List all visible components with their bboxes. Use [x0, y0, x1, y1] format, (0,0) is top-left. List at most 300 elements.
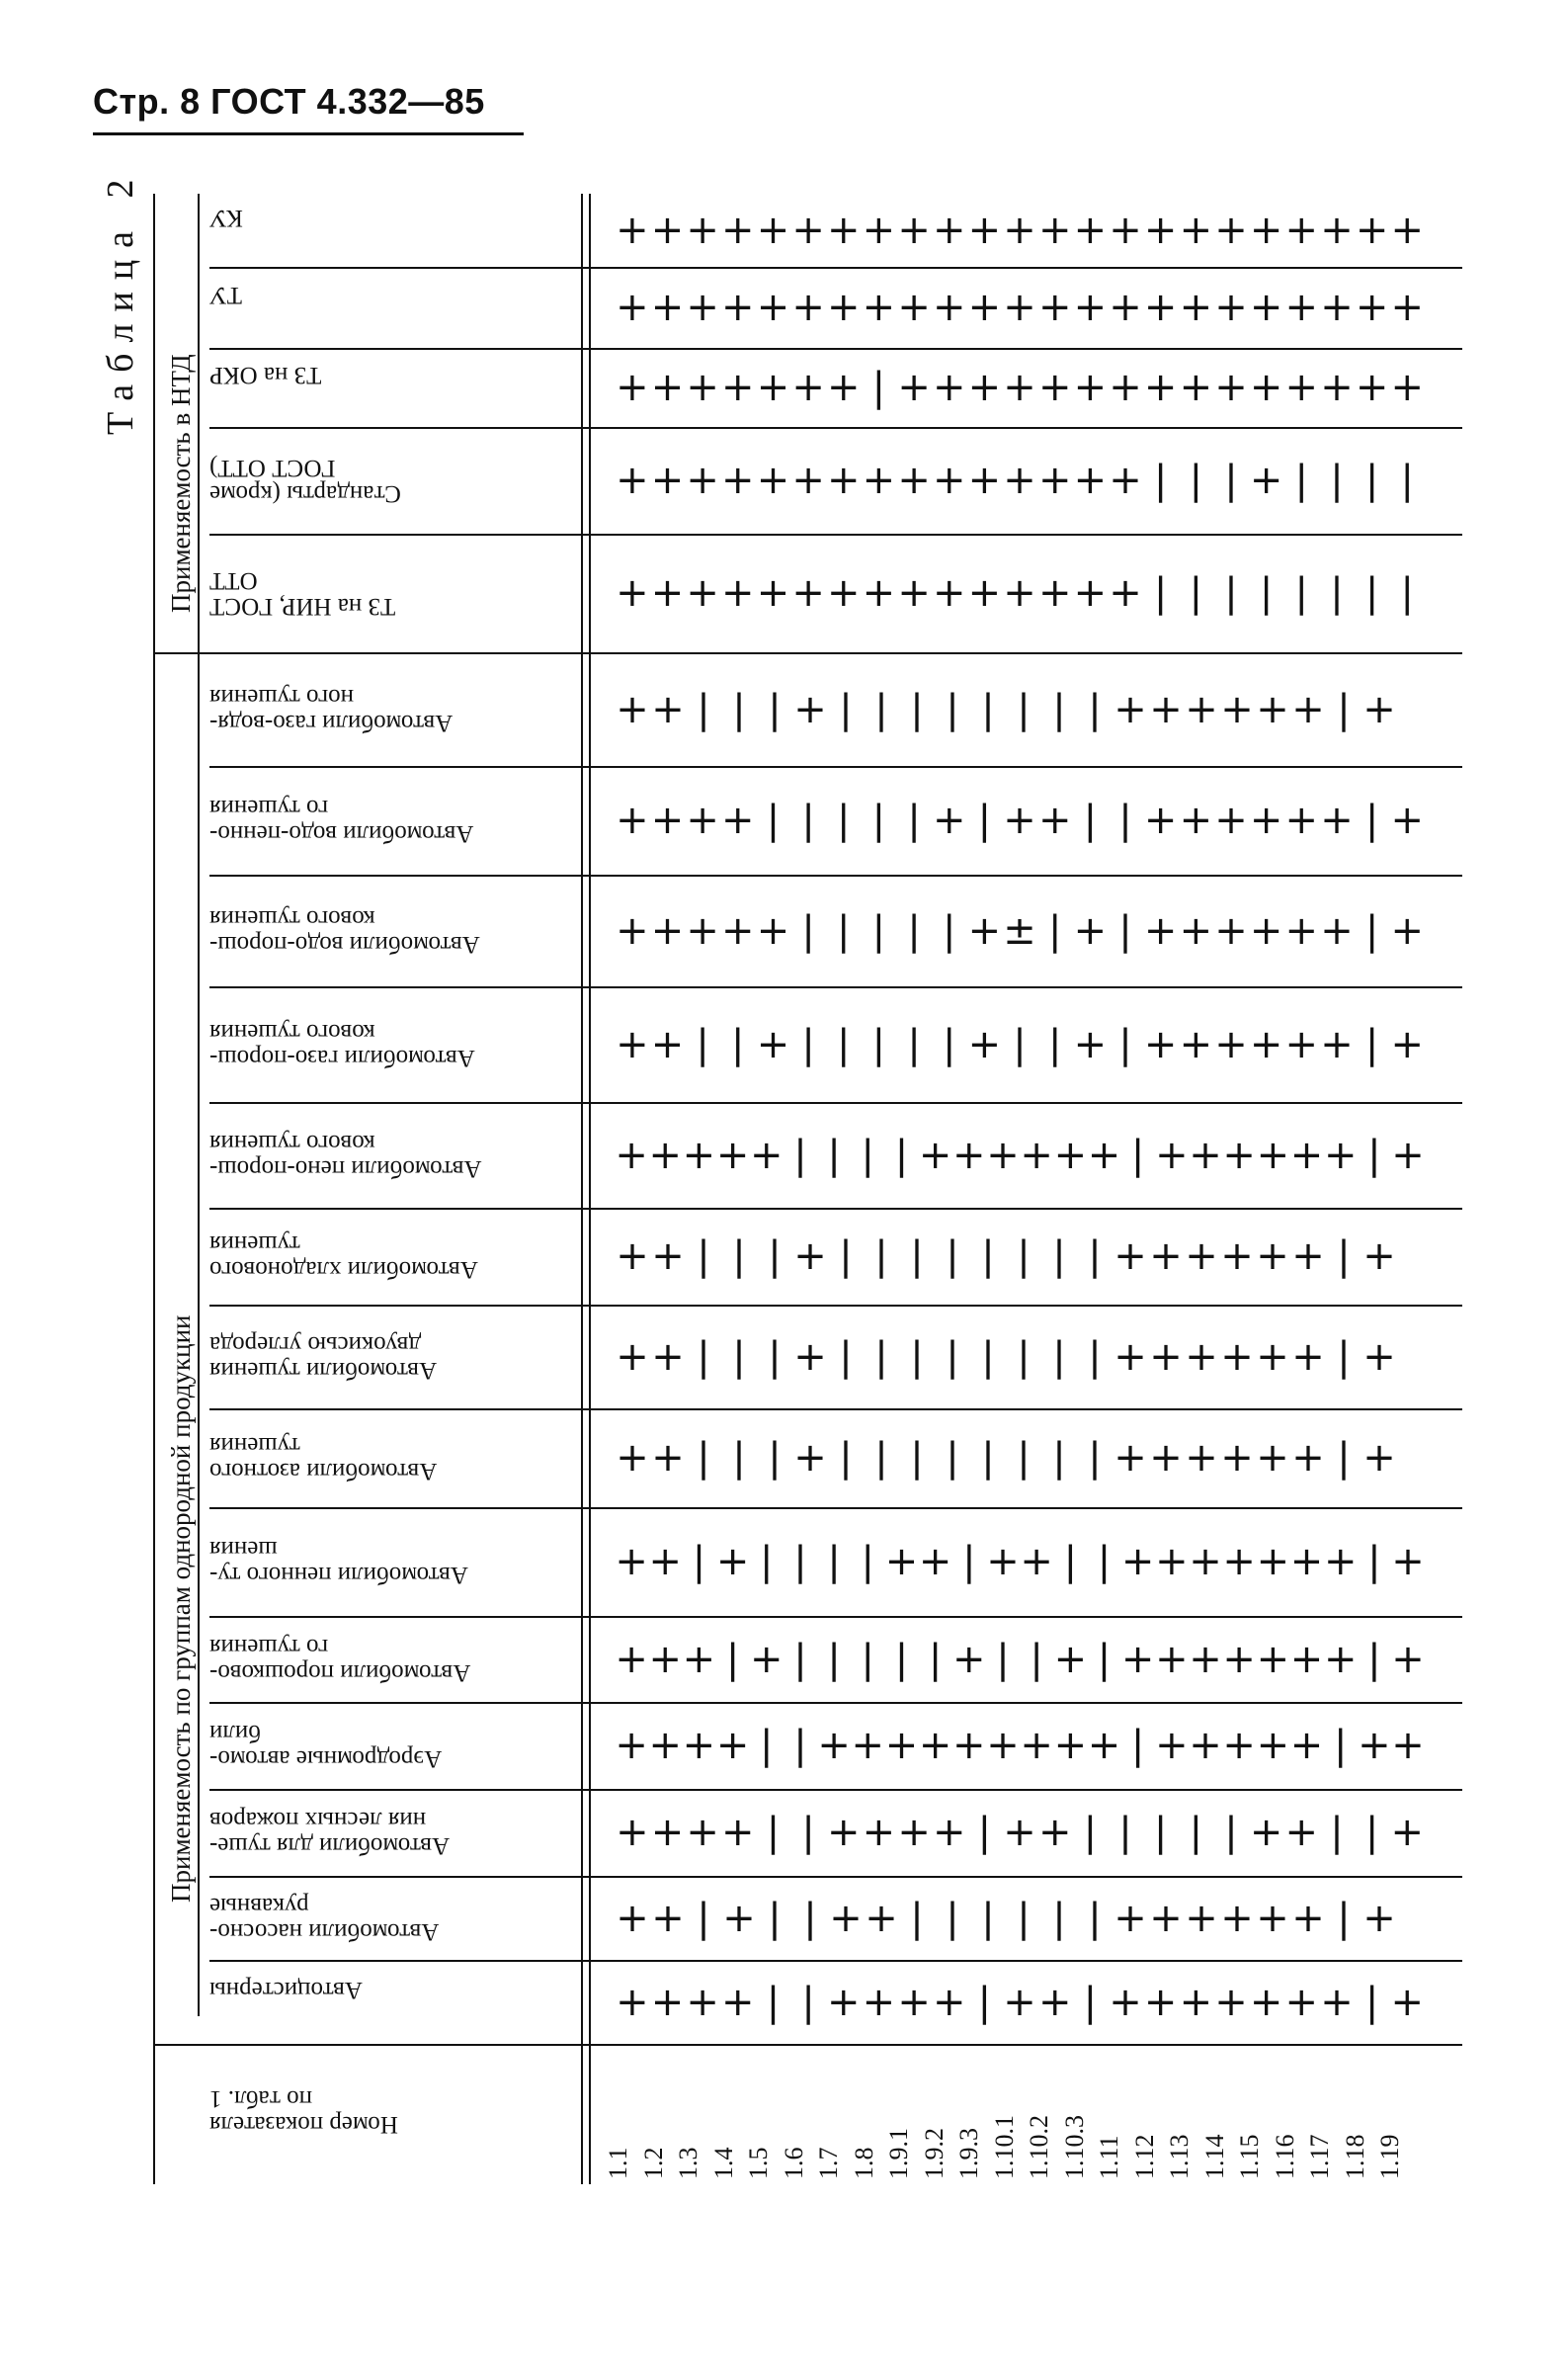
- plus-mark: +: [897, 1810, 931, 1855]
- plus-mark: +: [932, 458, 966, 503]
- plus-mark: +: [1220, 1435, 1254, 1481]
- plus-mark: +: [1109, 458, 1142, 503]
- dash-mark: |: [1030, 1636, 1043, 1682]
- indicator-number: 1.3: [674, 2147, 702, 2179]
- dash-mark: |: [697, 1333, 710, 1380]
- plus-mark: +: [616, 1979, 649, 2025]
- plus-mark: +: [1289, 1723, 1324, 1768]
- plus-mark: +: [1003, 208, 1036, 253]
- plus-mark: +: [1189, 1723, 1222, 1768]
- plus-mark: +: [721, 798, 755, 843]
- dash-mark: |: [1118, 907, 1132, 954]
- dash-mark: |: [1364, 907, 1379, 954]
- plus-mark: +: [1284, 365, 1319, 410]
- table-row-rule: [209, 1876, 1462, 1878]
- plus-mark: +: [616, 208, 649, 253]
- table-row-rule: [209, 1960, 1462, 1962]
- row-marks: [615, 1636, 1425, 1682]
- dash-mark: |: [801, 798, 815, 843]
- table-row-rule: [209, 427, 1462, 429]
- dash-mark: |: [907, 1021, 921, 1067]
- plus-mark: +: [651, 686, 685, 732]
- plus-mark: +: [1214, 285, 1248, 330]
- dash-mark: |: [1088, 1233, 1102, 1279]
- plus-mark: +: [1220, 686, 1254, 732]
- indicator-number: 1.8: [849, 2147, 878, 2179]
- plus-mark: +: [651, 1895, 685, 1941]
- dash-mark: |: [1364, 1021, 1379, 1067]
- dash-mark: |: [827, 1132, 841, 1178]
- dash-mark: |: [793, 1132, 807, 1178]
- dash-mark: |: [1224, 570, 1238, 616]
- dash-mark: |: [910, 1233, 924, 1279]
- plus-mark: +: [1149, 1333, 1183, 1380]
- plus-mark: +: [1320, 208, 1354, 253]
- plus-mark: +: [952, 1723, 986, 1768]
- dash-mark: |: [839, 1435, 853, 1481]
- plus-mark: +: [1284, 285, 1319, 330]
- plus-mark: +: [1391, 1636, 1425, 1682]
- row-label: Автомобили азотного тушения: [209, 1432, 438, 1484]
- row-marks: [615, 1979, 1425, 2025]
- plus-mark: +: [1087, 1723, 1121, 1768]
- table-vertical-rule: [581, 194, 583, 2184]
- plus-mark: +: [1390, 907, 1425, 954]
- plus-mark: +: [1003, 1979, 1036, 2025]
- plus-mark: +: [1003, 365, 1036, 410]
- dash-mark: |: [1063, 1539, 1078, 1584]
- dash-mark: |: [1118, 1810, 1132, 1855]
- plus-mark: +: [827, 285, 861, 330]
- row-marks: [615, 1233, 1425, 1279]
- row-marks: [615, 1021, 1425, 1067]
- plus-mark: +: [651, 1333, 685, 1380]
- dash-mark: |: [942, 907, 956, 954]
- dash-mark: |: [946, 1233, 959, 1279]
- plus-mark: +: [1284, 1810, 1319, 1855]
- row-marks: [615, 798, 1425, 843]
- row-marks: [615, 1435, 1425, 1481]
- plus-mark: +: [1222, 1132, 1256, 1178]
- plus-mark: +: [616, 1333, 649, 1380]
- plus-mark: +: [884, 1539, 919, 1584]
- plus-mark: +: [1143, 798, 1178, 843]
- plus-mark: +: [1037, 1979, 1072, 2025]
- row-marks: [615, 1723, 1425, 1768]
- plus-mark: +: [615, 1132, 648, 1178]
- plus-mark: +: [1390, 798, 1425, 843]
- plus-mark: +: [756, 285, 790, 330]
- plus-mark: +: [791, 285, 825, 330]
- dash-mark: |: [766, 1979, 781, 2025]
- dash-mark: |: [946, 1895, 959, 1941]
- dash-mark: |: [837, 907, 851, 954]
- dash-mark: |: [1083, 798, 1098, 843]
- indicator-number: 1.14: [1199, 2134, 1229, 2179]
- dash-mark: |: [1400, 570, 1414, 616]
- plus-mark: +: [967, 907, 1002, 954]
- plus-mark: +: [1214, 907, 1248, 954]
- plus-mark: +: [651, 1233, 685, 1279]
- plus-mark: +: [648, 1539, 683, 1584]
- dash-mark: |: [1259, 570, 1274, 616]
- plus-mark: +: [1143, 1979, 1178, 2025]
- plus-mark: +: [1323, 1636, 1358, 1682]
- dash-mark: |: [871, 798, 886, 843]
- plus-mark: +: [1149, 1233, 1183, 1279]
- plus-mark: +: [1289, 1539, 1324, 1584]
- row-marks: [615, 1132, 1425, 1178]
- plus-mark: +: [1114, 1233, 1147, 1279]
- dash-mark: |: [894, 1636, 909, 1682]
- plus-mark: +: [721, 208, 755, 253]
- dash-mark: |: [1330, 1810, 1344, 1855]
- plus-mark: +: [897, 285, 931, 330]
- plus-mark: +: [650, 365, 685, 410]
- dash-mark: |: [1337, 1333, 1351, 1380]
- indicator-number: 1.1: [604, 2147, 632, 2179]
- plus-mark: +: [827, 1810, 861, 1855]
- row-marks: [615, 365, 1425, 410]
- plus-mark: +: [1291, 1233, 1325, 1279]
- plus-mark: +: [1073, 458, 1108, 503]
- plus-mark: +: [650, 208, 685, 253]
- plus-mark: +: [1289, 1132, 1324, 1178]
- plus-mark: +: [1109, 570, 1142, 616]
- plus-mark: +: [1249, 208, 1283, 253]
- indicator-number: 1.10.2: [1025, 2115, 1053, 2179]
- dash-mark: |: [801, 1810, 815, 1855]
- table-row-rule: [209, 766, 1462, 768]
- plus-mark: +: [1362, 1333, 1396, 1380]
- plus-mark: +: [851, 1723, 885, 1768]
- plus-mark: +: [1220, 1895, 1254, 1941]
- plus-mark: +: [721, 458, 755, 503]
- plus-mark: +: [1185, 1435, 1218, 1481]
- plus-mark: +: [1179, 1979, 1213, 2025]
- plus-mark: +: [1053, 1132, 1088, 1178]
- plus-mark: +: [1214, 1979, 1248, 2025]
- indicator-number: 1.15: [1235, 2134, 1264, 2179]
- plus-mark: +: [648, 1636, 683, 1682]
- plus-mark: +: [1214, 365, 1248, 410]
- plus-mark: +: [1391, 1539, 1425, 1584]
- dash-mark: |: [977, 1979, 992, 2025]
- dash-mark: |: [946, 1435, 959, 1481]
- indicator-number: 1.7: [814, 2147, 843, 2179]
- plus-mark: +: [756, 907, 790, 954]
- plus-mark: +: [1143, 365, 1178, 410]
- plus-mark: +: [1214, 798, 1248, 843]
- dash-mark: |: [1153, 1810, 1168, 1855]
- dash-mark: |: [1052, 1233, 1066, 1279]
- plus-mark: +: [967, 208, 1002, 253]
- plus-mark: +: [1320, 365, 1354, 410]
- plus-mark: +: [884, 1723, 919, 1768]
- indicator-number: 1.6: [779, 2147, 808, 2179]
- dash-mark: |: [1330, 570, 1344, 616]
- dash-mark: |: [871, 907, 886, 954]
- table-row-rule: [209, 1507, 1462, 1509]
- plus-mark: +: [615, 1539, 648, 1584]
- dash-mark: |: [1367, 1132, 1381, 1178]
- dash-mark: |: [1047, 1021, 1062, 1067]
- plus-mark: +: [865, 1895, 898, 1941]
- plus-mark: +: [686, 1979, 719, 2025]
- dash-mark: |: [1088, 1333, 1102, 1380]
- plus-mark: +: [1189, 1132, 1222, 1178]
- dash-mark: |: [942, 1021, 956, 1067]
- plus-mark: +: [616, 907, 649, 954]
- plus-mark: +: [1179, 798, 1213, 843]
- plus-mark: +: [1390, 285, 1425, 330]
- dash-mark: |: [768, 1333, 782, 1380]
- row-marks: [615, 1333, 1425, 1380]
- row-label: Автомобили пенного ту- шения: [209, 1536, 468, 1588]
- plus-mark: +: [1179, 365, 1213, 410]
- plus-mark: +: [1185, 1233, 1218, 1279]
- plus-mark: +: [986, 1132, 1020, 1178]
- plus-mark: +: [827, 458, 861, 503]
- plus-mark: +: [897, 208, 931, 253]
- row-label: Автомобили водо-пенно- го тушения: [209, 795, 474, 847]
- plus-mark: +: [616, 285, 649, 330]
- plus-mark: +: [715, 1723, 750, 1768]
- dash-mark: |: [1083, 1979, 1098, 2025]
- plus-mark: +: [615, 1723, 648, 1768]
- plus-mark: +: [952, 1132, 986, 1178]
- dash-mark: |: [1017, 1435, 1031, 1481]
- plus-mark: +: [967, 285, 1002, 330]
- dash-mark: |: [871, 1021, 886, 1067]
- indicator-number: 1.10.1: [989, 2115, 1019, 2179]
- dash-mark: |: [1189, 1810, 1203, 1855]
- plus-mark: +: [1020, 1539, 1053, 1584]
- indicator-numbers: [604, 2051, 1425, 2179]
- plus-mark: +: [616, 365, 649, 410]
- dash-mark: |: [732, 1435, 746, 1481]
- table-row-rule: [209, 1702, 1462, 1704]
- plus-mark: +: [1073, 1021, 1108, 1067]
- plus-mark: +: [721, 1979, 755, 2025]
- plus-mark: +: [1073, 208, 1108, 253]
- dash-mark: |: [1088, 1435, 1102, 1481]
- plus-mark: +: [1109, 365, 1142, 410]
- table-row-rule: [209, 1102, 1462, 1104]
- dash-mark: |: [768, 1435, 782, 1481]
- plus-mark: +: [827, 1979, 861, 2025]
- row-marks: [615, 1810, 1425, 1855]
- plus-mark: +: [756, 458, 790, 503]
- plus-mark: +: [1323, 1132, 1358, 1178]
- plus-mark: +: [1109, 285, 1142, 330]
- dash-mark: |: [697, 1233, 710, 1279]
- dash-mark: |: [981, 1233, 995, 1279]
- dash-mark: |: [874, 1333, 888, 1380]
- table-row-rule: [153, 652, 1462, 654]
- plus-mark: +: [827, 208, 861, 253]
- plus-mark: +: [1320, 798, 1354, 843]
- dash-mark: |: [793, 1723, 807, 1768]
- plus-mark: +: [1220, 1333, 1254, 1380]
- row-label: Автомобили хладонового тушения: [209, 1230, 478, 1283]
- plus-mark: +: [1149, 1435, 1183, 1481]
- dash-mark: |: [907, 907, 921, 954]
- dash-mark: |: [697, 686, 710, 732]
- dash-mark: |: [1367, 1539, 1381, 1584]
- plus-mark: +: [1320, 1979, 1354, 2025]
- plus-mark: +: [1179, 208, 1213, 253]
- dash-mark: |: [1013, 1021, 1027, 1067]
- row-label: ТЗ на НИР, ГОСТ ОТТ: [209, 567, 396, 620]
- plus-mark: +: [756, 570, 790, 616]
- plus-mark: +: [1222, 1723, 1256, 1768]
- plus-mark: +: [967, 458, 1002, 503]
- row-marks: [615, 458, 1425, 503]
- group-label-products: Применяемость по группам однородной продукции: [166, 1314, 196, 1903]
- dash-mark: |: [1364, 458, 1379, 503]
- indicator-number: 1.18: [1340, 2134, 1369, 2179]
- plus-mark: +: [1185, 1333, 1218, 1380]
- plus-mark: +: [1155, 1539, 1189, 1584]
- plus-mark: +: [1053, 1723, 1088, 1768]
- dash-mark: |: [766, 1810, 781, 1855]
- plus-mark: +: [756, 1021, 790, 1067]
- plus-mark: +: [932, 1810, 966, 1855]
- plus-mark: +: [682, 1723, 716, 1768]
- dash-mark: |: [1189, 570, 1203, 616]
- dash-mark: |: [837, 798, 851, 843]
- plus-mark: +: [1249, 907, 1283, 954]
- dash-mark: ±: [1003, 907, 1036, 954]
- dash-mark: |: [1052, 1895, 1066, 1941]
- dash-mark: |: [981, 1435, 995, 1481]
- row-marks: [615, 1895, 1425, 1941]
- plus-mark: +: [1249, 1021, 1283, 1067]
- dash-mark: |: [839, 1333, 853, 1380]
- plus-mark: +: [1114, 1895, 1147, 1941]
- dash-mark: |: [874, 1233, 888, 1279]
- plus-mark: +: [721, 570, 755, 616]
- table-row-rule: [209, 875, 1462, 877]
- dash-mark: |: [768, 1233, 782, 1279]
- table-row-rule: [153, 2044, 1462, 2046]
- row-label: Автомобили водо-порош- кового тушения: [209, 904, 480, 958]
- dash-mark: |: [801, 1021, 815, 1067]
- table-row-rule: [209, 1208, 1462, 1210]
- plus-mark: +: [648, 1132, 683, 1178]
- dash-mark: |: [910, 1895, 924, 1941]
- plus-mark: +: [918, 1132, 952, 1178]
- plus-mark: +: [1037, 285, 1072, 330]
- plus-mark: +: [952, 1636, 986, 1682]
- table-vertical-rule: [589, 194, 591, 2184]
- plus-mark: +: [1037, 208, 1072, 253]
- dash-mark: |: [1224, 458, 1238, 503]
- dash-mark: |: [793, 1539, 807, 1584]
- plus-mark: +: [793, 1333, 827, 1380]
- plus-mark: +: [986, 1539, 1020, 1584]
- plus-mark: +: [1284, 798, 1319, 843]
- indicator-number: 1.10.3: [1059, 2115, 1089, 2179]
- plus-mark: +: [1256, 1233, 1289, 1279]
- row-marks: [615, 285, 1425, 330]
- plus-mark: +: [862, 570, 896, 616]
- plus-mark: +: [1256, 1333, 1289, 1380]
- dash-mark: |: [977, 1810, 992, 1855]
- plus-mark: +: [897, 458, 931, 503]
- dash-mark: |: [1189, 458, 1203, 503]
- dash-mark: |: [1337, 1233, 1351, 1279]
- dash-mark: |: [766, 798, 781, 843]
- plus-mark: +: [1362, 686, 1396, 732]
- plus-mark: +: [686, 458, 719, 503]
- plus-mark: +: [932, 570, 966, 616]
- plus-mark: +: [1355, 208, 1389, 253]
- dash-mark: |: [1017, 1895, 1031, 1941]
- plus-mark: +: [932, 365, 966, 410]
- plus-mark: +: [756, 365, 790, 410]
- dash-mark: |: [732, 686, 746, 732]
- plus-mark: +: [1189, 1636, 1222, 1682]
- plus-mark: +: [1284, 907, 1319, 954]
- plus-mark: +: [1391, 1723, 1425, 1768]
- dash-mark: |: [1083, 1810, 1098, 1855]
- row-label: Автомобили для туше- ния лесных пожаров: [209, 1807, 451, 1859]
- dash-mark: |: [793, 1636, 807, 1682]
- table-row-rule: [209, 348, 1462, 350]
- plus-mark: +: [1222, 1539, 1256, 1584]
- plus-mark: +: [1355, 365, 1389, 410]
- dash-mark: |: [1047, 907, 1062, 954]
- plus-mark: +: [1256, 686, 1289, 732]
- plus-mark: +: [1284, 1021, 1319, 1067]
- dash-mark: |: [1088, 686, 1102, 732]
- dash-mark: |: [1088, 1895, 1102, 1941]
- plus-mark: +: [1291, 1435, 1325, 1481]
- dash-mark: |: [1017, 1233, 1031, 1279]
- dash-mark: |: [981, 1895, 995, 1941]
- row-label: КУ: [209, 205, 243, 231]
- dash-mark: |: [1337, 686, 1351, 732]
- plus-mark: +: [1323, 1539, 1358, 1584]
- dash-mark: |: [837, 1021, 851, 1067]
- plus-mark: +: [1120, 1636, 1155, 1682]
- dash-mark: |: [1337, 1435, 1351, 1481]
- plus-mark: +: [1249, 1979, 1283, 2025]
- table-row-rule: [209, 1305, 1462, 1307]
- dash-mark: |: [760, 1723, 774, 1768]
- dash-mark: |: [1118, 798, 1132, 843]
- group-label-ntd: Применяемость в НТД: [166, 354, 196, 613]
- plus-mark: +: [1020, 1723, 1053, 1768]
- indicator-number: 1.19: [1375, 2134, 1404, 2179]
- indicator-label: Номер показателя по табл. 1: [209, 2085, 398, 2138]
- dash-mark: |: [732, 1333, 746, 1380]
- plus-mark: +: [1003, 458, 1036, 503]
- plus-mark: +: [1256, 1435, 1289, 1481]
- plus-mark: +: [682, 1132, 716, 1178]
- dash-mark: |: [692, 1539, 706, 1584]
- dash-mark: |: [1017, 1333, 1031, 1380]
- plus-mark: +: [721, 285, 755, 330]
- plus-mark: +: [616, 1435, 649, 1481]
- plus-mark: +: [1143, 1021, 1178, 1067]
- plus-mark: +: [1220, 1233, 1254, 1279]
- table-caption: Таблица 2: [100, 167, 141, 435]
- plus-mark: +: [793, 686, 827, 732]
- indicator-number: 1.12: [1129, 2134, 1159, 2179]
